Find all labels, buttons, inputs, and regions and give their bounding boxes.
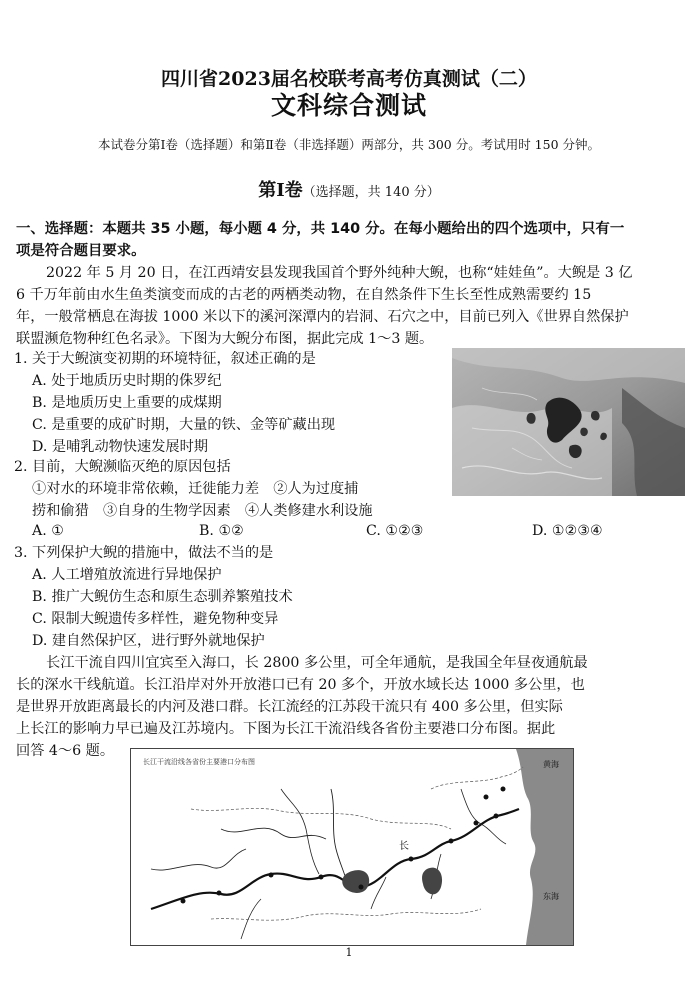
- yangtze-map-title: 长江干流沿线各省份主要港口分布图: [143, 758, 255, 766]
- question-1-option-d: D. 是哺乳动物快速发展时期: [32, 439, 208, 455]
- exam-instructions: 本试卷分第Ⅰ卷（选择题）和第Ⅱ卷（非选择题）两部分，共 300 分。考试用时 150 分钟。: [97, 137, 601, 152]
- question-1-option-c: C. 是重要的成矿时期，大量的铁、金等矿藏出现: [32, 417, 336, 433]
- passage1-line1: 2022 年 5 月 20 日，在江西靖安县发现我国首个野外纯种大鲵，也称“娃娃鱼”。大鲵是 3 亿: [46, 265, 633, 281]
- exam-title: 四川省2023届名校联考高考仿真测试（二）: [161, 68, 537, 90]
- question-2-option-d: D. ①②③④: [532, 523, 603, 539]
- volume-label: 第Ⅰ卷: [258, 180, 303, 201]
- sea-label-huanghai: 黄海: [543, 760, 559, 769]
- question-2-item-line2: 捞和偷猎 ③自身的生物学因素 ④人类修建水利设施: [32, 503, 373, 519]
- passage2-line4: 上长江的影响力早已遍及江苏境内。下图为长江干流沿线各省份主要港口分布图。据此: [16, 721, 556, 737]
- passage1-line2: 6 千万年前由水生鱼类演变而成的古老的两栖类动物，在自然条件下生长至性成熟需要约 15: [16, 287, 592, 303]
- question-3-option-d: D. 建自然保护区，进行野外就地保护: [32, 633, 265, 649]
- question-1-stem: 1. 关于大鲵演变初期的环境特征，叙述正确的是: [14, 351, 316, 367]
- question-2-option-c: C. ①②③: [366, 523, 424, 539]
- section-heading-line2: 项是符合题目要求。: [16, 243, 146, 259]
- volume-heading: [0, 176, 698, 202]
- question-2-item-line1: ①对水的环境非常依赖，迁徙能力差 ②人为过度捕: [32, 481, 359, 497]
- passage2-line3: 是世界开放距离最长的内河及港口群。长江流经的江苏段干流只有 400 多公里，但实际: [16, 699, 563, 715]
- question-3-stem: 3. 下列保护大鲵的措施中，做法不当的是: [14, 545, 274, 561]
- question-3-option-b: B. 推广大鲵仿生态和原生态驯养繁殖技术: [32, 589, 293, 605]
- map-city-label: 长: [399, 841, 409, 852]
- question-2-option-a: A. ①: [32, 523, 64, 539]
- question-1-option-a: A. 处于地质历史时期的侏罗纪: [32, 373, 222, 389]
- question-1-option-b: B. 是地质历史上重要的成煤期: [32, 395, 222, 411]
- passage1-line3: 年，一般常栖息在海拔 1000 米以下的溪河深潭内的岩洞、石穴之中，目前已列入《世界自然保护: [16, 309, 629, 325]
- yangtze-ports-map: [130, 748, 574, 946]
- passage2-line2: 长的深水干线航道。长江沿岸对外开放港口已有 20 多个，开放水域长达 1000 多公里，也: [16, 677, 585, 693]
- question-3-option-c: C. 限制大鲵遗传多样性，避免物种变异: [32, 611, 279, 627]
- question-3-option-a: A. 人工增殖放流进行异地保护: [32, 567, 222, 583]
- passage1-line4: 联盟濒危物种红色名录》。下图为大鲵分布图，据此完成 1～3 题。: [16, 331, 434, 347]
- volume-note: （选择题，共 140 分）: [302, 185, 440, 200]
- yangtze-map-graphic: [131, 749, 573, 945]
- passage2-line1: 长江干流自四川宜宾至入海口，长 2800 多公里，可全年通航，是我国全年昼夜通航最: [46, 655, 588, 671]
- question-2-option-b: B. ①②: [199, 523, 244, 539]
- sea-label-donghai: 东海: [543, 892, 559, 901]
- question-2-stem: 2. 目前，大鲵濒临灭绝的原因包括: [14, 459, 231, 475]
- section-heading-line1: 一、选择题：本题共 35 小题，每小题 4 分，共 140 分。在每小题给出的四个选项中，只有一: [16, 221, 625, 237]
- salamander-map-graphic: [452, 348, 685, 496]
- salamander-distribution-map: [452, 348, 685, 496]
- passage2-line5: 回答 4～6 题。: [16, 743, 115, 759]
- page-number: 1: [345, 946, 353, 959]
- exam-subtitle: 文科综合测试: [270, 91, 427, 120]
